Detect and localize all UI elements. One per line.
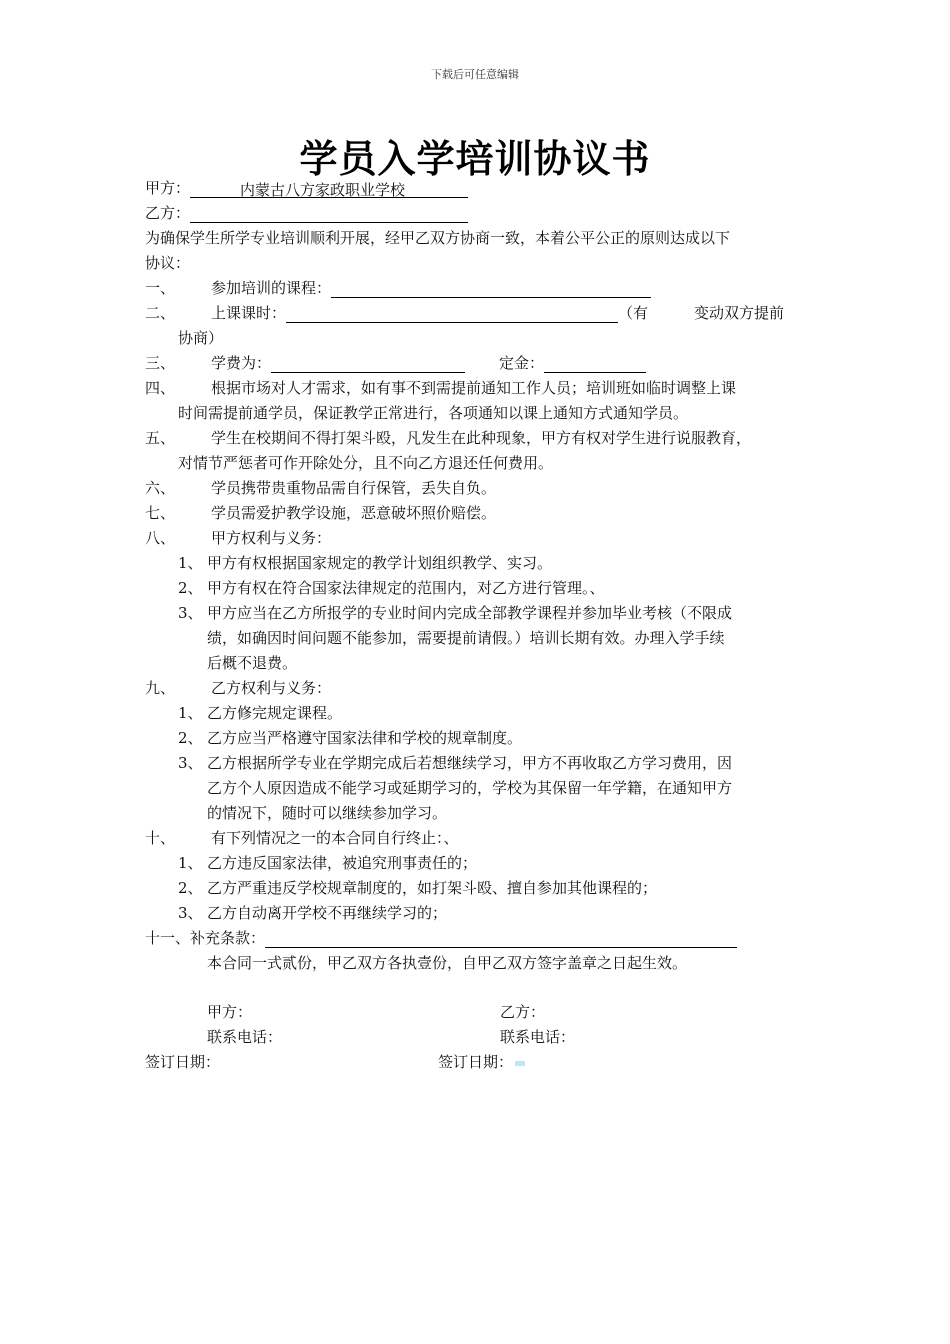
clause-5 [145, 428, 751, 448]
clause-7 [145, 503, 496, 523]
header-note: 下载后可任意编辑 [431, 68, 519, 81]
clause-8 [145, 528, 331, 548]
deposit-label: 定金： [499, 354, 545, 372]
clause-2-text: 上课课时： [211, 304, 287, 322]
clause-5-line-1: 学生在校期间不得打架斗殴，凡发生在此种现象，甲方有权对学生进行说服教育， [211, 429, 752, 447]
sign-phone-b: 联系电话： [500, 1028, 576, 1046]
item-num: 2、 [178, 729, 203, 747]
clause-6-text: 学员携带贵重物品需自行保管，丢失自负。 [211, 479, 497, 497]
item-num: 2、 [178, 579, 203, 597]
clause-11-text: 补充条款： [190, 929, 266, 947]
clause-9-num: 九、 [145, 679, 176, 697]
clause-4-num: 四、 [145, 379, 176, 397]
clause-8-item-3 [178, 603, 732, 623]
party-a-line [145, 178, 468, 198]
clause-10-item-3 [178, 903, 447, 923]
item-num: 1、 [178, 854, 203, 872]
clause-10-num: 十、 [145, 829, 176, 847]
item-num: 3、 [178, 754, 203, 772]
party-a-value: 内蒙古八方家政职业学校 [190, 180, 468, 198]
clause-2-line-2: 协商） [178, 329, 224, 347]
clause-3-num: 三、 [145, 354, 176, 372]
item-num: 3、 [178, 904, 203, 922]
text-cursor-highlight [515, 1061, 525, 1066]
clause-2-tail-a: （有 [618, 304, 649, 322]
clause-8-item-3-line-3: 后概不退费。 [207, 654, 298, 672]
clause-8-item-1 [178, 553, 552, 573]
item-num: 1、 [178, 704, 203, 722]
supplement-blank [265, 929, 737, 948]
party-b-blank [190, 204, 468, 223]
clause-10-item-2 [178, 878, 657, 898]
clause-6 [145, 478, 496, 498]
clause-3 [145, 353, 646, 373]
tuition-blank [271, 354, 465, 373]
party-a-label: 甲方： [145, 179, 191, 197]
sign-party-b: 乙方： [500, 1003, 546, 1021]
clause-9-text: 乙方权利与义务： [211, 679, 332, 697]
sign-party-a: 甲方： [207, 1003, 253, 1021]
intro-line-2: 协议： [145, 254, 191, 272]
clause-7-text: 学员需爱护教学设施，恶意破坏照价赔偿。 [211, 504, 497, 522]
clause-8-item-2 [178, 578, 605, 598]
sign-date-a: 签订日期： [145, 1053, 221, 1071]
clause-1-text: 参加培训的课程： [211, 279, 332, 297]
item-text: 甲方应当在乙方所报学的专业时间内完成全部教学课程并参加毕业考核（不限成 [207, 604, 733, 622]
clause-2-tail-b: 变动双方提前 [694, 304, 785, 322]
clause-9 [145, 678, 331, 698]
course-blank [331, 279, 651, 298]
closing-statement: 本合同一式贰份，甲乙双方各执壹份，自甲乙双方签字盖章之日起生效。 [207, 954, 688, 972]
clause-10 [145, 828, 459, 848]
item-num: 3、 [178, 604, 203, 622]
sign-date-b [438, 1052, 525, 1072]
clause-9-item-3-line-2: 乙方个人原因造成不能学习或延期学习的，学校为其保留一年学籍，在通知甲方 [207, 779, 733, 797]
clause-4-line-2: 时间需提前通学员，保证教学正常进行，各项通知以课上通知方式通知学员。 [178, 404, 689, 422]
item-text: 乙方自动离开学校不再继续学习的； [207, 904, 448, 922]
item-text: 甲方有权在符合国家法律规定的范围内，对乙方进行管理。、 [207, 579, 605, 597]
clause-4-line-1: 根据市场对人才需求，如有事不到需提前通知工作人员；培训班如临时调整上课 [211, 379, 737, 397]
clause-5-num: 五、 [145, 429, 176, 447]
item-text: 乙方应当严格遵守国家法律和学校的规章制度。 [207, 729, 523, 747]
clause-8-num: 八、 [145, 529, 176, 547]
item-text: 甲方有权根据国家规定的教学计划组织教学、实习。 [207, 554, 553, 572]
clause-7-num: 七、 [145, 504, 176, 522]
clause-10-item-1 [178, 853, 477, 873]
clause-5-line-2: 对情节严惩者可作开除处分，且不向乙方退还任何费用。 [178, 454, 554, 472]
clause-9-item-3 [178, 753, 732, 773]
sign-date-b-label: 签订日期： [438, 1053, 514, 1071]
party-b-label: 乙方： [145, 204, 191, 222]
clause-10-text: 有下列情况之一的本合同自行终止：、 [211, 829, 459, 847]
item-text: 乙方修完规定课程。 [207, 704, 343, 722]
deposit-blank [544, 354, 646, 373]
clause-2-num: 二、 [145, 304, 176, 322]
intro-line-1: 为确保学生所学专业培训顺利开展，经甲乙双方协商一致，本着公平公正的原则达成以下 [145, 229, 731, 247]
clause-8-text: 甲方权利与义务： [211, 529, 332, 547]
clause-9-item-3-line-3: 的情况下，随时可以继续参加学习。 [207, 804, 448, 822]
item-text: 乙方根据所学专业在学期完成后若想继续学习，甲方不再收取乙方学习费用，因 [207, 754, 733, 772]
clause-9-item-1 [178, 703, 342, 723]
item-num: 2、 [178, 879, 203, 897]
clause-8-item-3-line-2: 绩，如确因时间问题不能参加，需要提前请假。）培训长期有效。办理入学手续 [207, 629, 725, 647]
clause-6-num: 六、 [145, 479, 176, 497]
clause-3-text: 学费为： [211, 354, 272, 372]
item-text: 乙方违反国家法律，被追究刑事责任的； [207, 854, 478, 872]
clause-11 [145, 928, 737, 948]
item-num: 1、 [178, 554, 203, 572]
clause-2 [145, 303, 784, 323]
clause-1-num: 一、 [145, 279, 176, 297]
clause-4 [145, 378, 736, 398]
document-title: 学员入学培训协议书 [299, 137, 651, 181]
clause-11-num: 十一、 [145, 929, 191, 947]
clause-1 [145, 278, 651, 298]
clause-9-item-2 [178, 728, 522, 748]
hours-blank [286, 304, 618, 323]
party-b-line [145, 203, 468, 223]
sign-phone-a: 联系电话： [207, 1028, 283, 1046]
item-text: 乙方严重违反学校规章制度的，如打架斗殴、擅自参加其他课程的； [207, 879, 658, 897]
